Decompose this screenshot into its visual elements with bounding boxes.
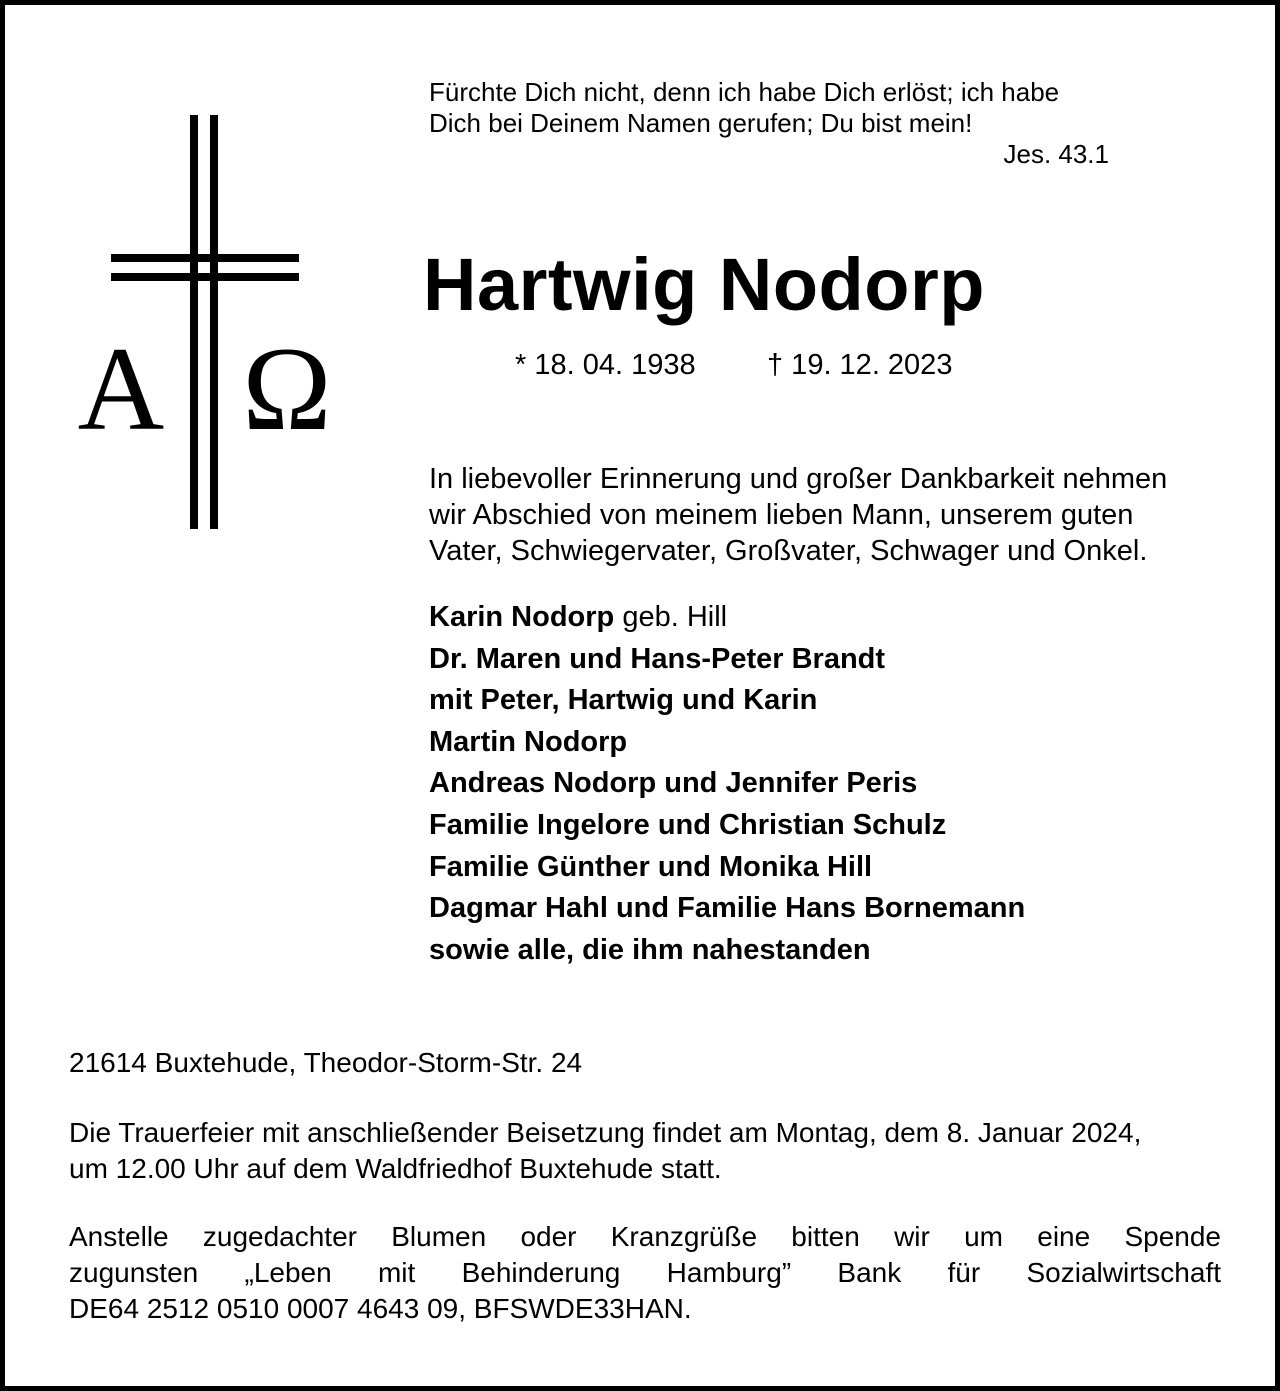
- cross-alpha-omega-icon: [69, 113, 341, 533]
- birth-date: * 18. 04. 1938: [515, 349, 696, 381]
- address: 21614 Buxtehude, Theodor-Storm-Str. 24: [69, 1047, 583, 1078]
- mourner-line: Andreas Nodorp und Jennifer Peris: [429, 767, 918, 800]
- mourner-line: mit Peter, Hartwig und Karin: [429, 684, 818, 717]
- donation-line: zugunsten „Leben mit Behinderung Hamburg” Bank für Sozialwirtschaft: [69, 1257, 1221, 1288]
- mourner-line: Familie Günther und Monika Hill: [429, 850, 873, 883]
- bible-quote: [429, 77, 1109, 170]
- mourner-first-name: Karin Nodorp: [429, 601, 615, 633]
- ceremony-info: [69, 1115, 1221, 1187]
- omega-letter: Ω: [242, 322, 332, 455]
- ceremony-line: um 12.00 Uhr auf dem Waldfriedhof Buxtehude statt.: [69, 1153, 722, 1184]
- mourners-list: [429, 597, 1229, 971]
- donation-line: Anstelle zugedachter Blumen oder Kranzgrüße bitten wir um eine Spende: [69, 1221, 1221, 1252]
- alpha-letter: A: [77, 322, 165, 455]
- intro-text: [429, 461, 1229, 569]
- donation-line: DE64 2512 0510 0007 4643 09, BFSWDE33HAN.: [69, 1293, 692, 1324]
- mourner-line: Dr. Maren und Hans-Peter Brandt: [429, 642, 886, 675]
- mourner-line: Familie Ingelore und Christian Schulz: [429, 808, 947, 841]
- mourner-line: [429, 597, 1229, 639]
- mourner-first-suffix: geb. Hill: [614, 601, 728, 633]
- intro-line: Vater, Schwiegervater, Großvater, Schwager und Onkel.: [429, 535, 1148, 567]
- life-dates: [515, 345, 953, 385]
- mourner-line: Martin Nodorp: [429, 725, 628, 758]
- intro-line: wir Abschied von meinem lieben Mann, unserem guten: [429, 499, 1134, 531]
- death-date: † 19. 12. 2023: [767, 349, 953, 381]
- quote-line: Dich bei Deinem Namen gerufen; Du bist mein!: [429, 108, 973, 138]
- donation-info: [69, 1219, 1221, 1327]
- quote-reference: Jes. 43.1: [1003, 139, 1109, 169]
- intro-line: In liebevoller Erinnerung und großer Dankbarkeit nehmen: [429, 463, 1168, 495]
- mourner-line: sowie alle, die ihm nahestanden: [429, 933, 871, 966]
- mourner-line: Dagmar Hahl und Familie Hans Bornemann: [429, 892, 1026, 925]
- deceased-name: Hartwig Nodorp: [423, 243, 985, 326]
- ceremony-line: Die Trauerfeier mit anschließender Beisetzung findet am Montag, dem 8. Januar 2024,: [69, 1117, 1142, 1148]
- quote-line: Fürchte Dich nicht, denn ich habe Dich erlöst; ich habe: [429, 77, 1060, 107]
